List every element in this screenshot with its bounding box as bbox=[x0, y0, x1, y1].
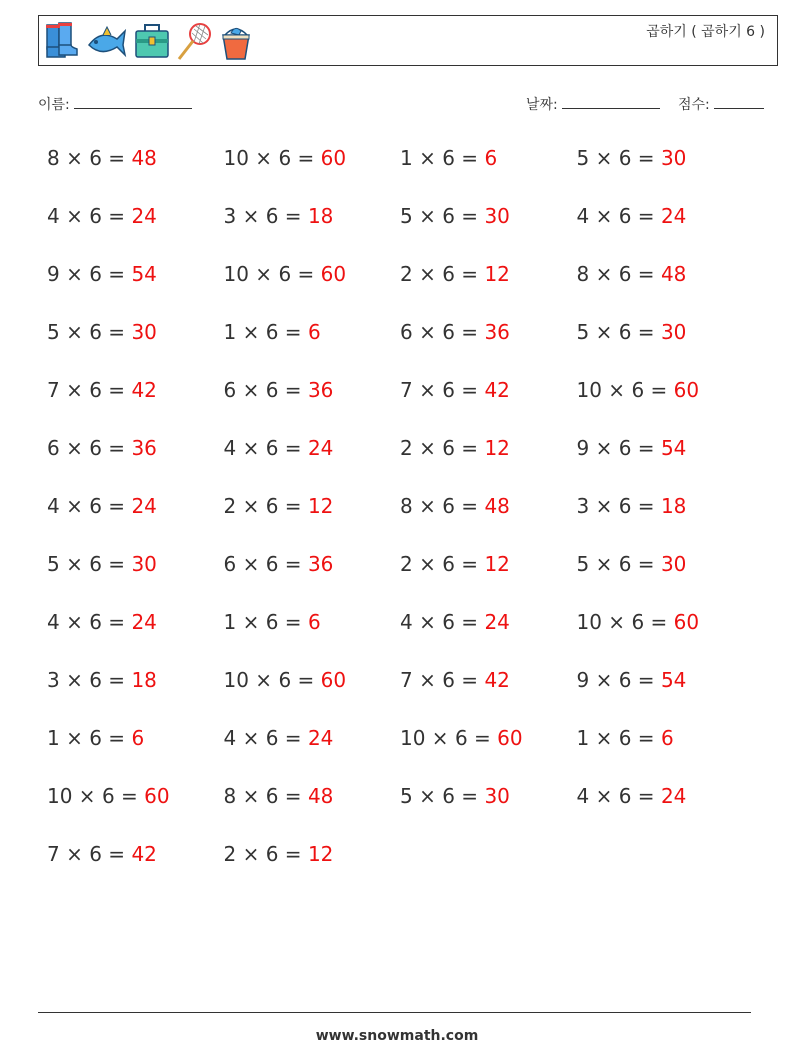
factor-a: 9 bbox=[576, 668, 590, 692]
factor-a: 2 bbox=[223, 842, 237, 866]
problem-item: 1 × 6 = 6 bbox=[47, 726, 145, 750]
answer: 24 bbox=[307, 436, 334, 460]
factor-b: 6 bbox=[278, 262, 292, 286]
factor-a: 6 bbox=[47, 436, 60, 460]
fishing-net-icon bbox=[175, 21, 213, 61]
factor-b: 6 bbox=[89, 668, 102, 692]
answer: 36 bbox=[131, 436, 157, 460]
factor-b: 6 bbox=[618, 320, 632, 344]
answer: 48 bbox=[484, 494, 510, 518]
factor-a: 4 bbox=[223, 726, 237, 750]
answer: 42 bbox=[484, 668, 510, 692]
answer: 42 bbox=[131, 842, 157, 866]
factor-a: 2 bbox=[400, 262, 413, 286]
factor-b: 6 bbox=[442, 668, 455, 692]
factor-a: 2 bbox=[400, 436, 413, 460]
problem-item: 4 × 6 = 24 bbox=[400, 610, 510, 634]
answer: 24 bbox=[307, 726, 334, 750]
tackle-box-icon bbox=[133, 21, 171, 61]
factor-b: 6 bbox=[265, 610, 279, 634]
answer: 54 bbox=[660, 436, 687, 460]
name-field bbox=[38, 94, 192, 114]
factor-a: 4 bbox=[576, 784, 590, 808]
factor-b: 6 bbox=[89, 262, 102, 286]
factor-a: 7 bbox=[400, 378, 413, 402]
problem-item: 5 × 6 = 30 bbox=[47, 552, 157, 576]
factor-a: 1 bbox=[400, 146, 413, 170]
factor-a: 4 bbox=[400, 610, 413, 634]
factor-a: 10 bbox=[47, 784, 73, 808]
factor-a: 10 bbox=[223, 262, 249, 286]
factor-b: 6 bbox=[442, 610, 455, 634]
factor-a: 5 bbox=[47, 320, 60, 344]
factor-b: 6 bbox=[89, 320, 102, 344]
factor-a: 3 bbox=[576, 494, 590, 518]
date-label: 날짜: bbox=[526, 97, 558, 113]
factor-a: 9 bbox=[576, 436, 590, 460]
date-blank[interactable] bbox=[562, 94, 660, 109]
problem-item: 10 × 6 = 60 bbox=[47, 784, 170, 808]
problem-item: 1 × 6 = 6 bbox=[223, 610, 321, 634]
answer: 60 bbox=[144, 784, 170, 808]
factor-a: 5 bbox=[576, 320, 590, 344]
answer: 24 bbox=[131, 204, 157, 228]
problem-item: 2 × 6 = 12 bbox=[223, 842, 334, 866]
answer: 36 bbox=[484, 320, 510, 344]
factor-b: 6 bbox=[101, 784, 115, 808]
answer: 60 bbox=[320, 146, 347, 170]
problem-item: 1 × 6 = 6 bbox=[576, 726, 674, 750]
factor-a: 5 bbox=[400, 204, 413, 228]
factor-b: 6 bbox=[278, 146, 292, 170]
factor-a: 10 bbox=[223, 668, 249, 692]
factor-b: 6 bbox=[442, 204, 455, 228]
answer: 42 bbox=[131, 378, 157, 402]
worksheet-title: 곱하기 ( 곱하기 6 ) bbox=[646, 24, 765, 40]
factor-a: 6 bbox=[400, 320, 413, 344]
factor-b: 6 bbox=[89, 842, 102, 866]
factor-b: 6 bbox=[442, 378, 455, 402]
factor-b: 6 bbox=[265, 552, 279, 576]
footer-divider bbox=[38, 1012, 751, 1013]
factor-b: 6 bbox=[89, 494, 102, 518]
answer: 12 bbox=[307, 842, 334, 866]
answer: 6 bbox=[131, 726, 145, 750]
factor-b: 6 bbox=[265, 726, 279, 750]
factor-b: 6 bbox=[265, 436, 279, 460]
factor-a: 4 bbox=[47, 204, 60, 228]
factor-a: 4 bbox=[576, 204, 590, 228]
score-blank[interactable] bbox=[714, 94, 764, 109]
factor-a: 9 bbox=[47, 262, 60, 286]
factor-b: 6 bbox=[265, 378, 279, 402]
answer: 6 bbox=[307, 320, 321, 344]
problem-item: 10 × 6 = 60 bbox=[576, 378, 700, 402]
factor-a: 4 bbox=[223, 436, 237, 460]
problem-item: 4 × 6 = 24 bbox=[576, 784, 687, 808]
name-blank[interactable] bbox=[74, 94, 192, 109]
factor-a: 1 bbox=[47, 726, 60, 750]
factor-a: 3 bbox=[223, 204, 237, 228]
score-field bbox=[678, 94, 764, 114]
problem-item: 8 × 6 = 48 bbox=[223, 784, 334, 808]
problem-item: 5 × 6 = 30 bbox=[400, 204, 510, 228]
answer: 42 bbox=[484, 378, 510, 402]
factor-b: 6 bbox=[618, 204, 632, 228]
problem-item: 9 × 6 = 54 bbox=[47, 262, 157, 286]
answer: 60 bbox=[320, 262, 347, 286]
factor-a: 10 bbox=[223, 146, 249, 170]
factor-a: 4 bbox=[47, 494, 60, 518]
factor-b: 6 bbox=[265, 784, 279, 808]
answer: 30 bbox=[131, 320, 157, 344]
factor-b: 6 bbox=[618, 784, 632, 808]
factor-b: 6 bbox=[631, 378, 645, 402]
factor-b: 6 bbox=[442, 436, 455, 460]
factor-a: 10 bbox=[576, 378, 602, 402]
answer: 30 bbox=[660, 552, 687, 576]
answer: 48 bbox=[131, 146, 157, 170]
answer: 60 bbox=[320, 668, 347, 692]
answer: 12 bbox=[484, 552, 510, 576]
problem-item: 10 × 6 = 60 bbox=[223, 262, 347, 286]
answer: 18 bbox=[307, 204, 334, 228]
factor-a: 8 bbox=[223, 784, 237, 808]
problem-item: 8 × 6 = 48 bbox=[576, 262, 687, 286]
problem-item: 9 × 6 = 54 bbox=[576, 436, 687, 460]
factor-a: 5 bbox=[576, 146, 590, 170]
problem-item: 7 × 6 = 42 bbox=[400, 668, 510, 692]
answer: 18 bbox=[660, 494, 687, 518]
factor-b: 6 bbox=[89, 378, 102, 402]
answer: 24 bbox=[660, 204, 687, 228]
footer-url: www.snowmath.com bbox=[315, 1028, 479, 1044]
problem-item: 7 × 6 = 42 bbox=[400, 378, 510, 402]
problem-item: 2 × 6 = 12 bbox=[400, 552, 510, 576]
problem-item: 4 × 6 = 24 bbox=[223, 726, 334, 750]
factor-b: 6 bbox=[89, 726, 102, 750]
factor-a: 2 bbox=[400, 552, 413, 576]
answer: 6 bbox=[660, 726, 674, 750]
factor-b: 6 bbox=[442, 146, 455, 170]
answer: 12 bbox=[484, 262, 510, 286]
header-icons bbox=[43, 19, 255, 63]
fish-icon bbox=[85, 21, 129, 61]
answer: 24 bbox=[131, 610, 157, 634]
factor-b: 6 bbox=[631, 610, 645, 634]
problem-item: 10 × 6 = 60 bbox=[400, 726, 523, 750]
factor-b: 6 bbox=[265, 320, 279, 344]
factor-a: 8 bbox=[576, 262, 590, 286]
factor-a: 5 bbox=[576, 552, 590, 576]
answer: 12 bbox=[484, 436, 510, 460]
score-label: 점수: bbox=[678, 97, 710, 113]
factor-b: 6 bbox=[442, 262, 455, 286]
answer: 30 bbox=[660, 146, 687, 170]
problem-item: 4 × 6 = 24 bbox=[576, 204, 687, 228]
factor-a: 8 bbox=[47, 146, 60, 170]
answer: 48 bbox=[307, 784, 334, 808]
problem-item: 3 × 6 = 18 bbox=[47, 668, 157, 692]
answer: 6 bbox=[307, 610, 321, 634]
factor-b: 6 bbox=[618, 668, 632, 692]
factor-a: 8 bbox=[400, 494, 413, 518]
answer: 6 bbox=[484, 146, 498, 170]
problem-item: 10 × 6 = 60 bbox=[576, 610, 700, 634]
factor-a: 1 bbox=[223, 320, 237, 344]
problem-item: 5 × 6 = 30 bbox=[400, 784, 510, 808]
problem-item: 2 × 6 = 12 bbox=[400, 436, 510, 460]
problem-item: 9 × 6 = 54 bbox=[576, 668, 687, 692]
answer: 60 bbox=[673, 378, 700, 402]
problem-item: 4 × 6 = 24 bbox=[47, 610, 157, 634]
problem-item: 4 × 6 = 24 bbox=[47, 494, 157, 518]
problem-item: 5 × 6 = 30 bbox=[47, 320, 157, 344]
factor-a: 7 bbox=[47, 842, 60, 866]
problem-item: 10 × 6 = 60 bbox=[223, 146, 347, 170]
factor-a: 10 bbox=[576, 610, 602, 634]
problem-item: 6 × 6 = 36 bbox=[400, 320, 510, 344]
problem-item: 2 × 6 = 12 bbox=[223, 494, 334, 518]
answer: 30 bbox=[660, 320, 687, 344]
answer: 30 bbox=[484, 784, 510, 808]
factor-b: 6 bbox=[265, 204, 279, 228]
factor-a: 10 bbox=[400, 726, 426, 750]
factor-b: 6 bbox=[442, 320, 455, 344]
factor-a: 5 bbox=[400, 784, 413, 808]
problem-item: 5 × 6 = 30 bbox=[576, 320, 687, 344]
factor-a: 7 bbox=[47, 378, 60, 402]
answer: 54 bbox=[660, 668, 687, 692]
problem-item: 5 × 6 = 30 bbox=[576, 146, 687, 170]
answer: 60 bbox=[497, 726, 523, 750]
problem-item: 1 × 6 = 6 bbox=[400, 146, 498, 170]
problem-item: 7 × 6 = 42 bbox=[47, 378, 157, 402]
factor-b: 6 bbox=[618, 262, 632, 286]
problem-item: 4 × 6 = 24 bbox=[47, 204, 157, 228]
date-field bbox=[526, 94, 660, 114]
worksheet-header bbox=[38, 15, 778, 66]
factor-b: 6 bbox=[442, 494, 455, 518]
factor-a: 5 bbox=[47, 552, 60, 576]
factor-b: 6 bbox=[442, 552, 455, 576]
factor-b: 6 bbox=[265, 842, 279, 866]
factor-b: 6 bbox=[278, 668, 292, 692]
answer: 54 bbox=[131, 262, 157, 286]
factor-b: 6 bbox=[618, 552, 632, 576]
factor-b: 6 bbox=[89, 610, 102, 634]
answer: 18 bbox=[131, 668, 157, 692]
factor-b: 6 bbox=[618, 146, 632, 170]
factor-b: 6 bbox=[89, 204, 102, 228]
problem-item: 7 × 6 = 42 bbox=[47, 842, 157, 866]
factor-b: 6 bbox=[89, 146, 102, 170]
factor-b: 6 bbox=[442, 784, 455, 808]
problem-item: 2 × 6 = 12 bbox=[400, 262, 510, 286]
problem-item: 6 × 6 = 36 bbox=[47, 436, 157, 460]
factor-a: 1 bbox=[576, 726, 590, 750]
factor-a: 1 bbox=[223, 610, 237, 634]
factor-a: 6 bbox=[223, 378, 237, 402]
answer: 36 bbox=[307, 378, 334, 402]
factor-b: 6 bbox=[265, 494, 279, 518]
factor-a: 2 bbox=[223, 494, 237, 518]
problem-item: 1 × 6 = 6 bbox=[223, 320, 321, 344]
name-label: 이름: bbox=[38, 97, 70, 113]
answer: 30 bbox=[484, 204, 510, 228]
factor-b: 6 bbox=[618, 494, 632, 518]
problem-item: 8 × 6 = 48 bbox=[47, 146, 157, 170]
answer: 48 bbox=[660, 262, 687, 286]
bucket-icon bbox=[217, 21, 255, 61]
answer: 30 bbox=[131, 552, 157, 576]
factor-b: 6 bbox=[89, 552, 102, 576]
factor-a: 3 bbox=[47, 668, 60, 692]
factor-a: 7 bbox=[400, 668, 413, 692]
problem-item: 3 × 6 = 18 bbox=[576, 494, 687, 518]
boots-icon bbox=[43, 21, 81, 61]
factor-b: 6 bbox=[618, 726, 632, 750]
factor-b: 6 bbox=[454, 726, 468, 750]
problem-item: 10 × 6 = 60 bbox=[223, 668, 347, 692]
answer: 24 bbox=[660, 784, 687, 808]
problem-item: 6 × 6 = 36 bbox=[223, 552, 334, 576]
problem-item: 4 × 6 = 24 bbox=[223, 436, 334, 460]
factor-a: 6 bbox=[223, 552, 237, 576]
factor-b: 6 bbox=[618, 436, 632, 460]
answer: 24 bbox=[131, 494, 157, 518]
answer: 60 bbox=[673, 610, 700, 634]
problem-item: 3 × 6 = 18 bbox=[223, 204, 334, 228]
answer: 24 bbox=[484, 610, 510, 634]
answer: 12 bbox=[307, 494, 334, 518]
factor-b: 6 bbox=[89, 436, 102, 460]
problem-item: 8 × 6 = 48 bbox=[400, 494, 510, 518]
problem-item: 6 × 6 = 36 bbox=[223, 378, 334, 402]
problem-item: 5 × 6 = 30 bbox=[576, 552, 687, 576]
answer: 36 bbox=[307, 552, 334, 576]
factor-a: 4 bbox=[47, 610, 60, 634]
